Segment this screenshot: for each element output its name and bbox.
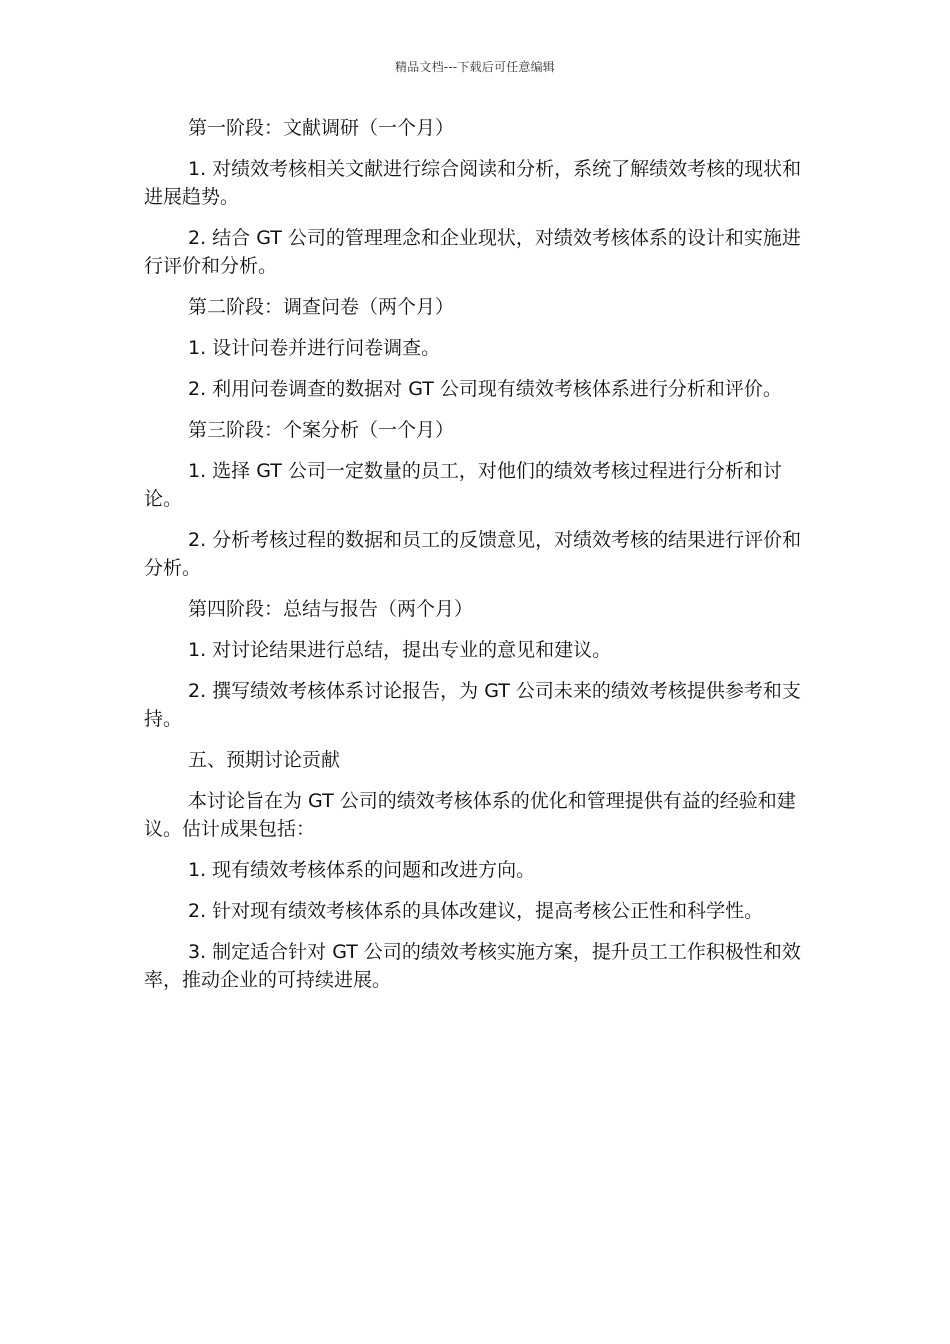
stage-2-item-2: 2. 利用问卷调查的数据对 GT 公司现有绩效考核体系进行分析和评价。: [188, 378, 782, 400]
section-5-intro: 本讨论旨在为 GT 公司的绩效考核体系的优化和管理提供有益的经验和建议。估计成果包括：: [144, 790, 796, 840]
stage-1-heading: 第一阶段：文献调研（一个月）: [188, 117, 455, 139]
stage-4-heading: 第四阶段：总结与报告（两个月）: [188, 598, 474, 620]
page-header: 精品文档---下载后可任意编辑: [395, 60, 555, 74]
stage-3-item-1: 1. 选择 GT 公司一定数量的员工，对他们的绩效考核过程进行分析和讨论。: [144, 460, 782, 510]
outcome-item-2: 2. 针对现有绩效考核体系的具体改建议，提高考核公正性和科学性。: [188, 900, 764, 922]
stage-1-item-1: 1. 对绩效考核相关文献进行综合阅读和分析，系统了解绩效考核的现状和进展趋势。: [144, 158, 802, 208]
outcome-item-3: 3. 制定适合针对 GT 公司的绩效考核实施方案，提升员工工作积极性和效率，推动企业的可持续进展。: [144, 941, 801, 991]
stage-2-heading: 第二阶段：调查问卷（两个月）: [188, 296, 455, 318]
document-body: [144, 114, 810, 1007]
stage-2-item-1: 1. 设计问卷并进行问卷调查。: [188, 337, 441, 359]
stage-1-item-2: 2. 结合 GT 公司的管理理念和企业现状，对绩效考核体系的设计和实施进行评价和分析。: [144, 227, 801, 277]
outcome-item-1: 1. 现有绩效考核体系的问题和改进方向。: [188, 859, 536, 881]
stage-3-heading: 第三阶段：个案分析（一个月）: [188, 419, 455, 441]
section-5-heading: 五、预期讨论贡献: [188, 749, 341, 771]
stage-3-item-2: 2. 分析考核过程的数据和员工的反馈意见，对绩效考核的结果进行评价和分析。: [144, 529, 802, 579]
stage-4-item-1: 1. 对讨论结果进行总结，提出专业的意见和建议。: [188, 639, 612, 661]
stage-4-item-2: 2. 撰写绩效考核体系讨论报告，为 GT 公司未来的绩效考核提供参考和支持。: [144, 680, 801, 730]
